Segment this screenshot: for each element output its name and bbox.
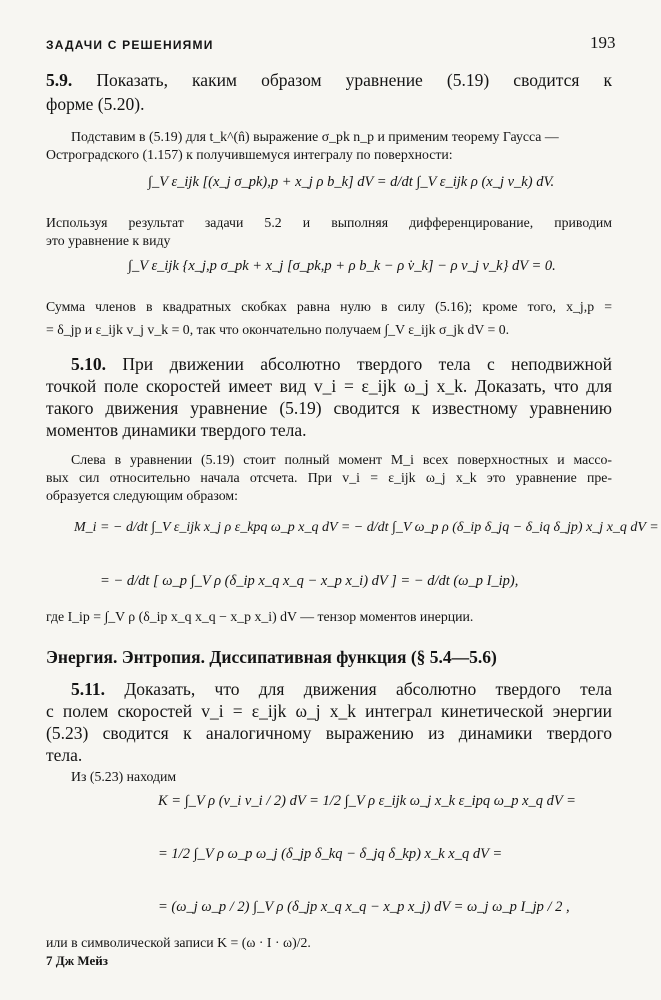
equation: ∫_V ε_ijk [(x_j σ_pk),p + x_j ρ b_k] dV = d/dt ∫_V ε_ijk ρ (x_j v_k) dV. — [148, 174, 555, 190]
page-number: 193 — [590, 33, 616, 52]
solution-line: или в символической записи K = (ω · I · ω)/2. — [46, 935, 311, 950]
solution-line: образуется следующим образом: — [46, 488, 238, 503]
equation: M_i = − d/dt ∫_V ε_ijk x_j ρ ε_kpq ω_p x_q dV = − d/dt ∫_V ω_p ρ (δ_ip δ_jq − δ_iq δ_jp) x_j x_q dV = — [74, 520, 659, 535]
section-heading: Энергия. Энтропия. Диссипативная функция (§ 5.4—5.6) — [46, 647, 497, 667]
problem-statement-line: 5.10. При движении абсолютно твердого тела с неподвижной — [71, 354, 613, 374]
problem-statement-line: (5.23) сводится к аналогичному выражению из динамики твердого — [46, 723, 612, 743]
equation: = 1/2 ∫_V ρ ω_p ω_j (δ_jp δ_kq − δ_jq δ_kp) x_k x_q dV = — [158, 846, 503, 862]
solution-line: это уравнение к виду — [46, 233, 171, 248]
problem-statement-line: тела. — [46, 745, 83, 765]
equation: = − d/dt [ ω_p ∫_V ρ (δ_ip x_q x_q − x_p x_i) dV ] = − d/dt (ω_p I_ip), — [100, 573, 519, 589]
equation: ∫_V ε_ijk {x_j,p σ_pk + x_j [σ_pk,p + ρ b_k − ρ v̇_k] − ρ v_j v_k} dV = 0. — [128, 258, 556, 274]
printer-signature: 7 Дж Мейз — [46, 953, 108, 968]
solution-line: Подставим в (5.19) для t_k^(n̂) выражение σ_pk n_p и применим теорему Гаусса — — [71, 129, 559, 144]
problem-statement-line: такого движения уравнение (5.19) сводится к известному уравнению — [46, 398, 612, 418]
solution-line: Используя результат задачи 5.2 и выполняя дифференцирование, приводим — [46, 215, 612, 230]
problem-statement-line: 5.9. Показать, каким образом уравнение (5.19) сводится к — [46, 70, 612, 90]
solution-line: = δ_jp и ε_ijk v_j v_k = 0, так что окончательно получаем ∫_V ε_ijk σ_jk dV = 0. — [46, 322, 510, 337]
solution-line: Слева в уравнении (5.19) стоит полный момент M_i всех поверхностных и массо- — [71, 452, 612, 467]
solution-line: Остроградского (1.157) к получившемуся интегралу по поверхности: — [46, 147, 453, 162]
problem-statement-line: форме (5.20). — [46, 94, 145, 114]
problem-statement-line: 5.11. Доказать, что для движения абсолютно твердого тела — [71, 679, 612, 699]
equation: K = ∫_V ρ (v_i v_i / 2) dV = 1/2 ∫_V ρ ε_ijk ω_j x_k ε_ipq ω_p x_q dV = — [158, 793, 576, 809]
solution-line: вых сил относительно начала отсчета. При v_i = ε_ijk ω_j x_k это уравнение пре- — [46, 470, 612, 485]
running-title: ЗАДАЧИ С РЕШЕНИЯМИ — [46, 38, 214, 52]
solution-line: Из (5.23) находим — [71, 769, 177, 784]
equation: где I_ip = ∫_V ρ (δ_ip x_q x_q − x_p x_i) dV — тензор моментов инерции. — [46, 609, 474, 624]
problem-statement-line: с полем скоростей v_i = ε_ijk ω_j x_k интеграл кинетической энергии — [46, 701, 612, 721]
equation: = (ω_j ω_p / 2) ∫_V ρ (δ_jp x_q x_q − x_p x_j) dV = ω_j ω_p I_jp / 2 , — [158, 899, 570, 915]
problem-statement-line: моментов динамики твердого тела. — [46, 420, 307, 440]
problem-statement-line: точкой поле скоростей имеет вид v_i = ε_ijk ω_j x_k. Доказать, что для — [46, 376, 612, 396]
solution-line: Сумма членов в квадратных скобках равна нулю в силу (5.16); кроме того, x_j,p = — [46, 299, 612, 314]
